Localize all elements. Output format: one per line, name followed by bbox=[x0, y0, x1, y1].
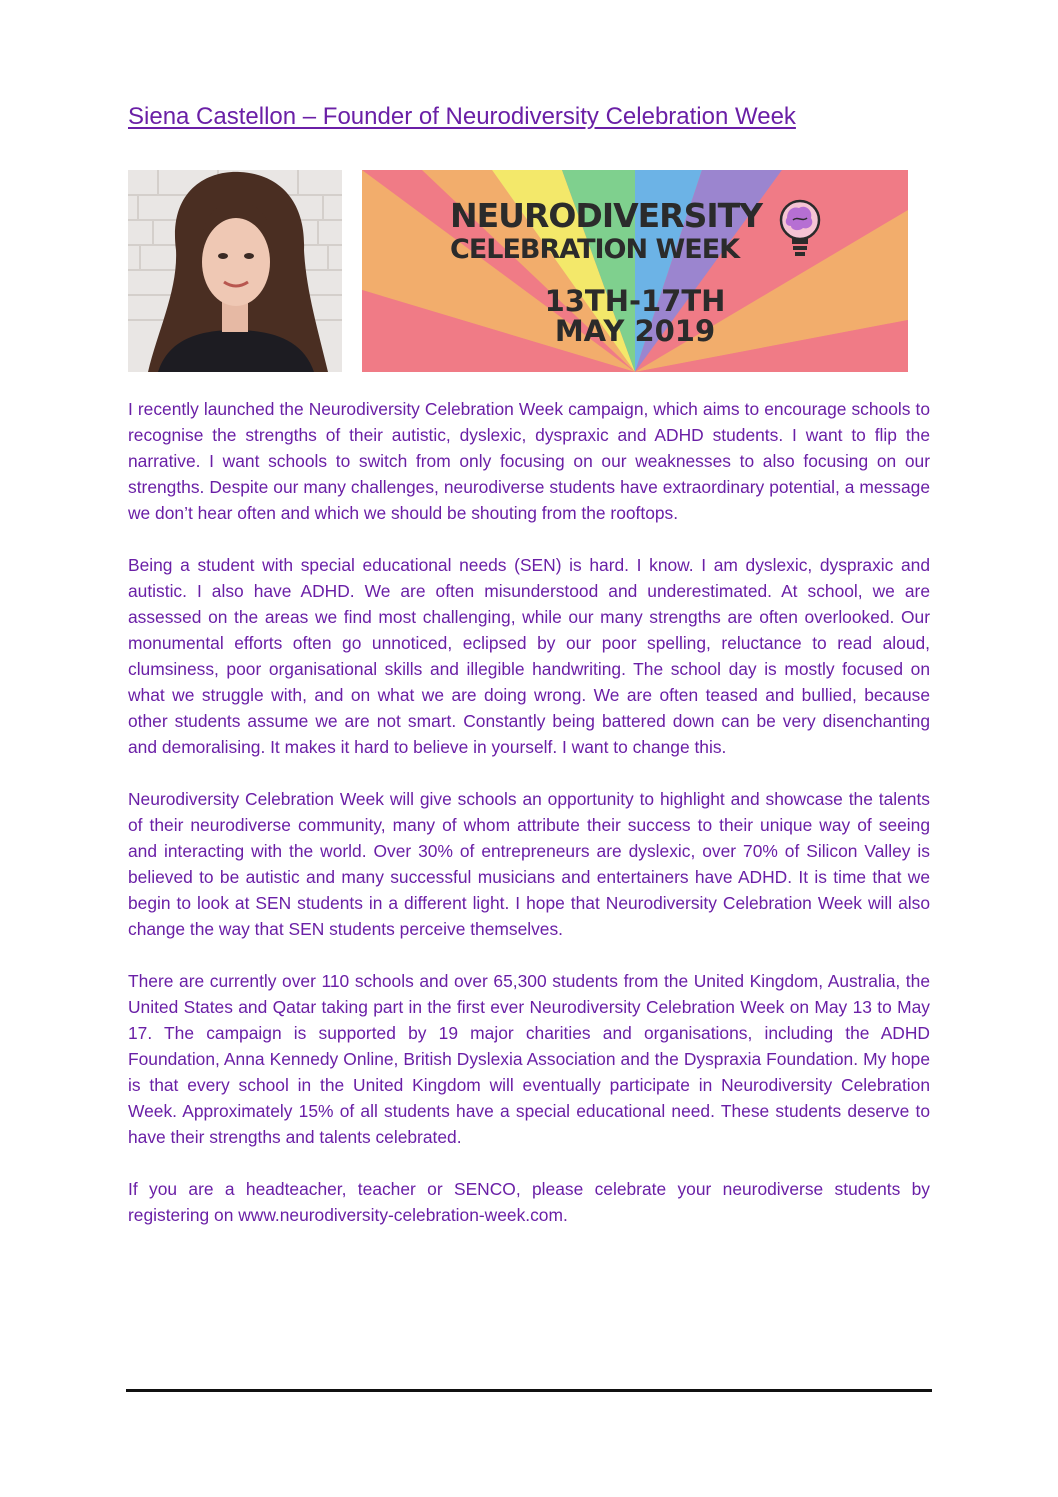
banner-dates: 13TH-17TH bbox=[544, 284, 726, 318]
event-banner bbox=[362, 170, 908, 372]
banner-year: MAY 2019 bbox=[554, 314, 716, 348]
paragraph: If you are a headteacher, teacher or SENCO, please celebrate your neurodiverse students by registering on www.neurodiversity-celebration-week.com. bbox=[128, 1179, 930, 1225]
page-title: Siena Castellon – Founder of Neurodiversity Celebration Week bbox=[128, 103, 796, 130]
paragraph: There are currently over 110 schools and over 65,300 students from the United Kingdom, Australia, the United States and Qatar taking part in the first ever Neurodiversity Celebration Week on May 13 to May 17. The campaign is supported by 19 major charities and organisations, including the ADHD Foundation, Anna Kennedy Online, British Dyslexia Association and the Dyspraxia Foundation. My hope is that every school in the United Kingdom will eventually participate in Neurodiversity Celebration Week. Approximately 15% of all students have a special educational need. These students deserve to have their strengths and talents celebrated. bbox=[128, 971, 930, 1147]
paragraph: I recently launched the Neurodiversity Celebration Week campaign, which aims to encourage schools to recognise the strengths of their autistic, dyslexic, dyspraxic and ADHD students. I want to flip the narrative. I want schools to switch from only focusing on our weaknesses to also focusing on our strengths. Despite our many challenges, neurodiverse students have extraordinary potential, a message we don’t hear often and which we should be shouting from the rooftops. bbox=[128, 399, 930, 523]
paragraph: Being a student with special educational needs (SEN) is hard. I know. I am dyslexic, dyspraxic and autistic. I also have ADHD. We are often misunderstood and underestimated. At school, we are assessed on the areas we find most challenging, while our many strengths are often overlooked. Our monumental efforts often go unnoticed, eclipsed by our poor spelling, reluctance to read aloud, clumsiness, poor organisational skills and illegible handwriting. The school day is mostly focused on what we struggle with, and on what we are doing wrong. We are often teased and bullied, because other students assume we are not smart. Constantly being battered down can be very disenchanting and demoralising. It makes it hard to believe in yourself. I want to change this. bbox=[128, 555, 930, 757]
banner-title-line1: NEURODIVERSITY bbox=[450, 196, 763, 235]
banner-title-line2: CELEBRATION WEEK bbox=[450, 234, 740, 265]
portrait-photo bbox=[128, 170, 342, 372]
article-body bbox=[128, 396, 930, 1254]
footer-divider bbox=[126, 1389, 932, 1392]
paragraph: Neurodiversity Celebration Week will give schools an opportunity to highlight and showcase the talents of their neurodiverse community, many of whom attribute their success to their unique way of seeing and interacting with the world. Over 30% of entrepreneurs are dyslexic, over 70% of Silicon Valley is believed to be autistic and many successful musicians and entertainers have ADHD. It is time that we begin to look at SEN students in a different light. I hope that Neurodiversity Celebration Week will also change the way that SEN students perceive themselves. bbox=[128, 789, 930, 939]
